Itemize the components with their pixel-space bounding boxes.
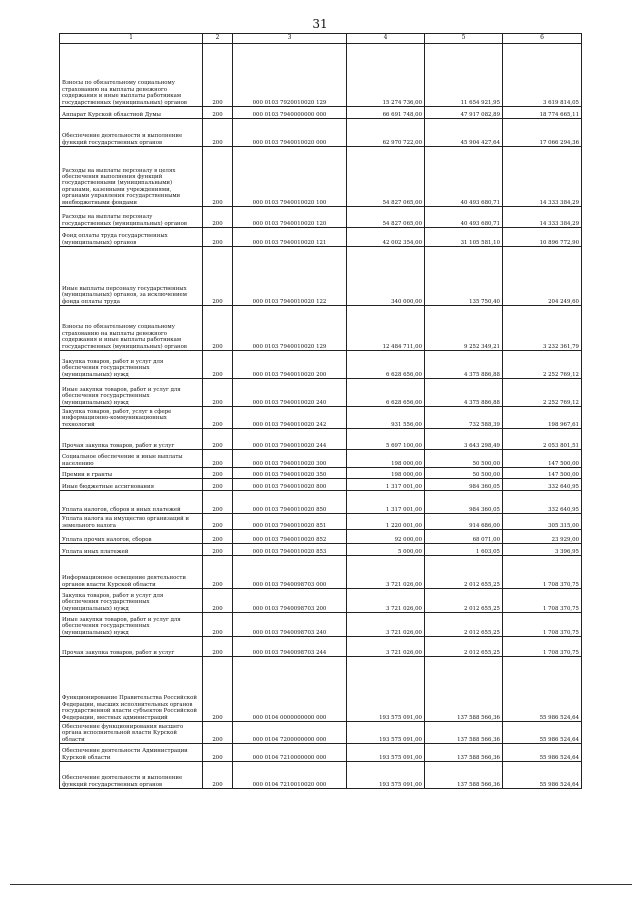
header-row bbox=[60, 34, 582, 44]
executed-amount: 50 500,00 bbox=[425, 468, 503, 479]
table-row bbox=[60, 119, 582, 147]
unexecuted-amount: 1 708 370,75 bbox=[503, 589, 582, 613]
item-name: Взносы по обязательному социальному страхованию на выплаты денежного содержания и иные выплаты работникам государственных (муниципальных) органов bbox=[60, 44, 203, 107]
item-name: Обеспечение деятельности и выполнение функций государственных органов bbox=[60, 119, 203, 147]
item-name: Расходы на выплаты персоналу государственных (муниципальных) органов bbox=[60, 207, 203, 228]
line-code: 200 bbox=[203, 762, 233, 789]
line-code: 200 bbox=[203, 351, 233, 379]
table-row bbox=[60, 107, 582, 119]
table-row bbox=[60, 744, 582, 762]
table-row bbox=[60, 657, 582, 722]
item-name: Уплата прочих налогов, сборов bbox=[60, 530, 203, 544]
item-name: Расходы на выплаты персоналу в целях обеспечения выполнения функций государственными (муниципальными) органами, казенными учреждениями, органами управления государственными внебюджетными фондами bbox=[60, 147, 203, 207]
table-row bbox=[60, 379, 582, 407]
item-name: Прочая закупка товаров, работ и услуг bbox=[60, 429, 203, 450]
executed-amount: 137 588 566,36 bbox=[425, 722, 503, 744]
budget-code: 000 0103 7940010020 120 bbox=[233, 207, 347, 228]
approved-amount: 5 697 100,00 bbox=[347, 429, 425, 450]
column-header: 6 bbox=[503, 34, 582, 44]
unexecuted-amount: 3 619 814,05 bbox=[503, 44, 582, 107]
executed-amount: 31 105 581,10 bbox=[425, 228, 503, 247]
item-name: Иные закупки товаров, работ и услуг для обеспечения государственных (муниципальных) нужд bbox=[60, 613, 203, 637]
unexecuted-amount: 204 249,60 bbox=[503, 247, 582, 306]
executed-amount: 40 493 680,71 bbox=[425, 147, 503, 207]
table-row bbox=[60, 530, 582, 544]
line-code: 200 bbox=[203, 744, 233, 762]
line-code: 200 bbox=[203, 407, 233, 429]
executed-amount: 50 500,00 bbox=[425, 450, 503, 468]
unexecuted-amount: 1 708 370,75 bbox=[503, 637, 582, 657]
line-code: 200 bbox=[203, 228, 233, 247]
unexecuted-amount: 23 929,00 bbox=[503, 530, 582, 544]
table-body bbox=[60, 44, 582, 789]
approved-amount: 62 970 722,00 bbox=[347, 119, 425, 147]
approved-amount: 193 575 091,00 bbox=[347, 657, 425, 722]
item-name: Обеспечение функционирования высшего органа исполнительной власти Курской области bbox=[60, 722, 203, 744]
line-code: 200 bbox=[203, 429, 233, 450]
approved-amount: 193 575 091,00 bbox=[347, 762, 425, 789]
unexecuted-amount: 305 315,00 bbox=[503, 514, 582, 530]
item-name: Иные закупки товаров, работ и услуг для обеспечения государственных (муниципальных) нужд bbox=[60, 379, 203, 407]
table-row bbox=[60, 147, 582, 207]
approved-amount: 12 484 711,00 bbox=[347, 306, 425, 351]
approved-amount: 1 220 001,00 bbox=[347, 514, 425, 530]
table-row bbox=[60, 450, 582, 468]
budget-table bbox=[59, 33, 582, 789]
executed-amount: 2 012 655,25 bbox=[425, 556, 503, 589]
executed-amount: 68 071,00 bbox=[425, 530, 503, 544]
budget-code: 000 0103 7940010020 100 bbox=[233, 147, 347, 207]
executed-amount: 40 493 680,71 bbox=[425, 207, 503, 228]
table-row bbox=[60, 228, 582, 247]
budget-code: 000 0103 7940010020 851 bbox=[233, 514, 347, 530]
executed-amount: 732 588,39 bbox=[425, 407, 503, 429]
line-code: 200 bbox=[203, 530, 233, 544]
item-name: Информационное освещение деятельности органов власти Курской области bbox=[60, 556, 203, 589]
line-code: 200 bbox=[203, 44, 233, 107]
approved-amount: 3 721 026,00 bbox=[347, 637, 425, 657]
approved-amount: 42 002 354,00 bbox=[347, 228, 425, 247]
item-name: Иные выплаты персоналу государственных (муниципальных) органов, за исключением фонда оплаты труда bbox=[60, 247, 203, 306]
table-row bbox=[60, 351, 582, 379]
item-name: Обеспечение деятельности Администрации Курской области bbox=[60, 744, 203, 762]
line-code: 200 bbox=[203, 450, 233, 468]
unexecuted-amount: 55 986 524,64 bbox=[503, 744, 582, 762]
line-code: 200 bbox=[203, 468, 233, 479]
executed-amount: 1 603,05 bbox=[425, 544, 503, 556]
executed-amount: 914 686,00 bbox=[425, 514, 503, 530]
unexecuted-amount: 1 708 370,75 bbox=[503, 556, 582, 589]
table-row bbox=[60, 479, 582, 491]
budget-code: 000 0104 7210000000 000 bbox=[233, 744, 347, 762]
table-row bbox=[60, 468, 582, 479]
page-number: 31 bbox=[312, 17, 328, 31]
approved-amount: 198 000,00 bbox=[347, 450, 425, 468]
item-name: Прочая закупка товаров, работ и услуг bbox=[60, 637, 203, 657]
item-name: Социальное обеспечение и иные выплаты населению bbox=[60, 450, 203, 468]
executed-amount: 4 375 886,88 bbox=[425, 351, 503, 379]
line-code: 200 bbox=[203, 207, 233, 228]
approved-amount: 198 000,00 bbox=[347, 468, 425, 479]
unexecuted-amount: 55 986 524,64 bbox=[503, 762, 582, 789]
budget-code: 000 0103 7940010020 000 bbox=[233, 119, 347, 147]
line-code: 200 bbox=[203, 722, 233, 744]
executed-amount: 2 012 655,25 bbox=[425, 589, 503, 613]
item-name: Иные бюджетные ассигнования bbox=[60, 479, 203, 491]
unexecuted-amount: 14 333 384,29 bbox=[503, 207, 582, 228]
unexecuted-amount: 198 967,61 bbox=[503, 407, 582, 429]
unexecuted-amount: 3 396,95 bbox=[503, 544, 582, 556]
approved-amount: 931 556,00 bbox=[347, 407, 425, 429]
unexecuted-amount: 55 986 524,64 bbox=[503, 657, 582, 722]
unexecuted-amount: 332 640,95 bbox=[503, 491, 582, 514]
approved-amount: 6 628 656,00 bbox=[347, 379, 425, 407]
column-header: 3 bbox=[233, 34, 347, 44]
line-code: 200 bbox=[203, 491, 233, 514]
budget-code: 000 0103 7940010020 121 bbox=[233, 228, 347, 247]
line-code: 200 bbox=[203, 544, 233, 556]
table-row bbox=[60, 207, 582, 228]
executed-amount: 984 360,05 bbox=[425, 491, 503, 514]
approved-amount: 3 721 026,00 bbox=[347, 589, 425, 613]
item-name: Закупка товаров, работ, услуг в сфере информационно-коммуникационных технологий bbox=[60, 407, 203, 429]
line-code: 200 bbox=[203, 514, 233, 530]
executed-amount: 47 917 082,89 bbox=[425, 107, 503, 119]
budget-code: 000 0103 7940010020 850 bbox=[233, 491, 347, 514]
line-code: 200 bbox=[203, 613, 233, 637]
budget-code: 000 0104 7200000000 000 bbox=[233, 722, 347, 744]
unexecuted-amount: 2 252 769,12 bbox=[503, 379, 582, 407]
budget-code: 000 0103 7940098703 000 bbox=[233, 556, 347, 589]
budget-code: 000 0103 7920010020 129 bbox=[233, 44, 347, 107]
item-name: Закупка товаров, работ и услуг для обеспечения государственных (муниципальных) нужд bbox=[60, 589, 203, 613]
item-name: Уплата налогов, сборов и иных платежей bbox=[60, 491, 203, 514]
line-code: 200 bbox=[203, 637, 233, 657]
approved-amount: 193 575 091,00 bbox=[347, 744, 425, 762]
unexecuted-amount: 332 640,95 bbox=[503, 479, 582, 491]
table-row bbox=[60, 544, 582, 556]
approved-amount: 1 317 001,00 bbox=[347, 491, 425, 514]
approved-amount: 66 691 748,00 bbox=[347, 107, 425, 119]
approved-amount: 6 628 656,00 bbox=[347, 351, 425, 379]
line-code: 200 bbox=[203, 589, 233, 613]
table-row bbox=[60, 722, 582, 744]
item-name: Фонд оплаты труда государственных (муниципальных) органов bbox=[60, 228, 203, 247]
approved-amount: 15 274 736,00 bbox=[347, 44, 425, 107]
table-row bbox=[60, 306, 582, 351]
unexecuted-amount: 147 500,00 bbox=[503, 468, 582, 479]
line-code: 200 bbox=[203, 556, 233, 589]
unexecuted-amount: 18 774 665,11 bbox=[503, 107, 582, 119]
line-code: 200 bbox=[203, 657, 233, 722]
approved-amount: 54 827 065,00 bbox=[347, 147, 425, 207]
executed-amount: 3 643 298,49 bbox=[425, 429, 503, 450]
table-row bbox=[60, 247, 582, 306]
executed-amount: 9 252 349,21 bbox=[425, 306, 503, 351]
budget-code: 000 0103 7940010020 200 bbox=[233, 351, 347, 379]
unexecuted-amount: 55 986 524,64 bbox=[503, 722, 582, 744]
unexecuted-amount: 14 333 384,29 bbox=[503, 147, 582, 207]
approved-amount: 3 721 026,00 bbox=[347, 613, 425, 637]
budget-code: 000 0103 7940098703 200 bbox=[233, 589, 347, 613]
table-row bbox=[60, 637, 582, 657]
approved-amount: 5 000,00 bbox=[347, 544, 425, 556]
item-name: Взносы по обязательному социальному страхованию на выплаты денежного содержания и иные выплаты работникам государственных (муниципальных) органов bbox=[60, 306, 203, 351]
table-row bbox=[60, 556, 582, 589]
table-row bbox=[60, 762, 582, 789]
item-name: Премии и гранты bbox=[60, 468, 203, 479]
table-row bbox=[60, 514, 582, 530]
item-name: Аппарат Курской областной Думы bbox=[60, 107, 203, 119]
budget-code: 000 0103 7940010020 244 bbox=[233, 429, 347, 450]
item-name: Функционирование Правительства Российской Федерации, высших исполнительных органов государственной власти субъектов Российской Федерации, местных администраций bbox=[60, 657, 203, 722]
budget-code: 000 0103 7940010020 240 bbox=[233, 379, 347, 407]
item-name: Обеспечение деятельности и выполнение функций государственных органов bbox=[60, 762, 203, 789]
executed-amount: 137 588 566,36 bbox=[425, 762, 503, 789]
budget-code: 000 0103 7940010020 300 bbox=[233, 450, 347, 468]
unexecuted-amount: 3 232 361,79 bbox=[503, 306, 582, 351]
item-name: Уплата налога на имущество организаций и земельного налога bbox=[60, 514, 203, 530]
budget-code: 000 0103 7940098703 240 bbox=[233, 613, 347, 637]
table-row bbox=[60, 613, 582, 637]
table-row bbox=[60, 429, 582, 450]
item-name: Уплата иных платежей bbox=[60, 544, 203, 556]
table-row bbox=[60, 44, 582, 107]
executed-amount: 137 588 566,36 bbox=[425, 744, 503, 762]
line-code: 200 bbox=[203, 119, 233, 147]
approved-amount: 1 317 001,00 bbox=[347, 479, 425, 491]
unexecuted-amount: 2 252 769,12 bbox=[503, 351, 582, 379]
budget-code: 000 0103 7940010020 852 bbox=[233, 530, 347, 544]
executed-amount: 4 375 886,88 bbox=[425, 379, 503, 407]
budget-code: 000 0103 7940000000 000 bbox=[233, 107, 347, 119]
budget-code: 000 0103 7940010020 122 bbox=[233, 247, 347, 306]
line-code: 200 bbox=[203, 147, 233, 207]
column-header: 1 bbox=[60, 34, 203, 44]
unexecuted-amount: 147 500,00 bbox=[503, 450, 582, 468]
executed-amount: 11 654 921,95 bbox=[425, 44, 503, 107]
budget-code: 000 0103 7940098703 244 bbox=[233, 637, 347, 657]
table-row bbox=[60, 589, 582, 613]
line-code: 200 bbox=[203, 306, 233, 351]
table-row bbox=[60, 407, 582, 429]
budget-code: 000 0103 7940010020 242 bbox=[233, 407, 347, 429]
item-name: Закупка товаров, работ и услуг для обеспечения государственных (муниципальных) нужд bbox=[60, 351, 203, 379]
approved-amount: 340 000,00 bbox=[347, 247, 425, 306]
unexecuted-amount: 17 066 294,36 bbox=[503, 119, 582, 147]
budget-code: 000 0103 7940010020 853 bbox=[233, 544, 347, 556]
approved-amount: 193 575 091,00 bbox=[347, 722, 425, 744]
line-code: 200 bbox=[203, 479, 233, 491]
budget-code: 000 0103 7940010020 800 bbox=[233, 479, 347, 491]
approved-amount: 92 000,00 bbox=[347, 530, 425, 544]
executed-amount: 137 588 566,36 bbox=[425, 657, 503, 722]
column-header: 5 bbox=[425, 34, 503, 44]
line-code: 200 bbox=[203, 247, 233, 306]
approved-amount: 3 721 026,00 bbox=[347, 556, 425, 589]
budget-code: 000 0103 7940010020 350 bbox=[233, 468, 347, 479]
line-code: 200 bbox=[203, 107, 233, 119]
budget-code: 000 0104 7210010020 000 bbox=[233, 762, 347, 789]
executed-amount: 2 012 655,25 bbox=[425, 637, 503, 657]
unexecuted-amount: 1 708 370,75 bbox=[503, 613, 582, 637]
bottom-divider bbox=[10, 884, 632, 885]
executed-amount: 135 750,40 bbox=[425, 247, 503, 306]
budget-code: 000 0103 7940010020 129 bbox=[233, 306, 347, 351]
approved-amount: 54 827 065,00 bbox=[347, 207, 425, 228]
line-code: 200 bbox=[203, 379, 233, 407]
column-header: 2 bbox=[203, 34, 233, 44]
executed-amount: 984 360,05 bbox=[425, 479, 503, 491]
table-row bbox=[60, 491, 582, 514]
unexecuted-amount: 10 896 772,90 bbox=[503, 228, 582, 247]
unexecuted-amount: 2 053 801,51 bbox=[503, 429, 582, 450]
column-header: 4 bbox=[347, 34, 425, 44]
budget-code: 000 0104 0000000000 000 bbox=[233, 657, 347, 722]
executed-amount: 2 012 655,25 bbox=[425, 613, 503, 637]
executed-amount: 45 904 427,64 bbox=[425, 119, 503, 147]
